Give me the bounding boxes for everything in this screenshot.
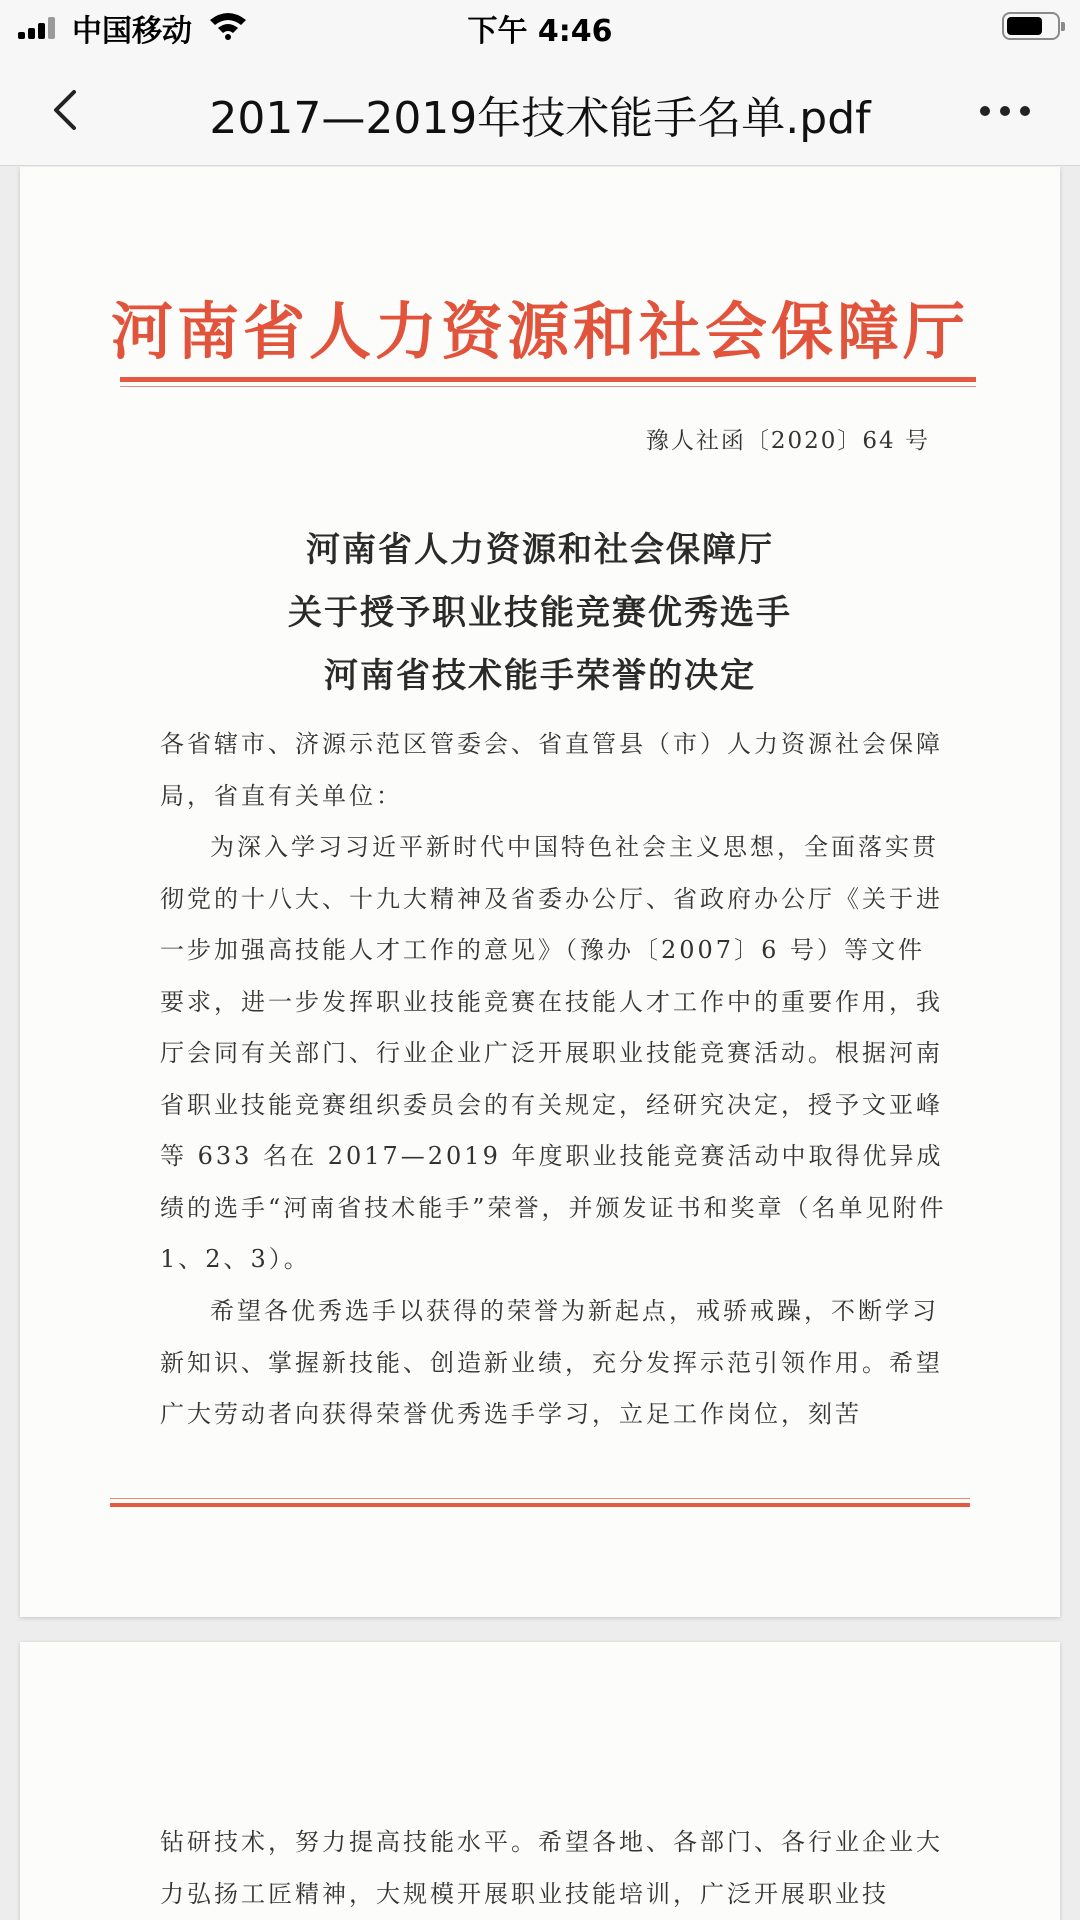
battery-level [1007, 17, 1042, 35]
page-title: 2017—2019年技术能手名单.pdf [209, 93, 871, 144]
letterhead-rule-thin [120, 386, 976, 387]
footer-rule-thin [110, 1498, 970, 1499]
addressee-paragraph: 各省辖市、济源示范区管委会、省直管县（市）人力资源社会保障局，省直有关单位： [160, 730, 943, 810]
pdf-page-2 [20, 1642, 1060, 1920]
footer-rule [110, 1503, 970, 1507]
battery-icon [1002, 12, 1060, 40]
status-time: 下午 4:46 [467, 14, 613, 49]
body-paragraph: 钻研技术，努力提高技能水平。希望各地、各部门、各行业企业大力弘扬工匠精神，大规模开展职业技能培训，广泛开展职业技 [160, 1828, 943, 1908]
chevron-left-icon[interactable] [40, 80, 100, 140]
document-title-line: 河南省技术能手荣誉的决定 [324, 656, 756, 696]
navigation-bar [0, 52, 1080, 166]
carrier-name: 中国移动 [72, 14, 192, 49]
letterhead-rule [120, 377, 976, 382]
pdf-page-1 [20, 167, 1060, 1617]
document-number: 豫人社函〔2020〕64 号 [645, 428, 930, 454]
letterhead: 河南省人力资源和社会保障厅 [110, 295, 969, 368]
pdf-viewer[interactable] [0, 167, 1080, 1920]
document-title-line: 河南省人力资源和社会保障厅 [306, 530, 774, 570]
ellipsis-icon[interactable] [970, 86, 1040, 136]
body-paragraph: 希望各优秀选手以获得的荣誉为新起点，戒骄戒躁，不断学习新知识、掌握新技能、创造新业绩，充分发挥示范引领作用。希望广大劳动者向获得荣誉优秀选手学习，立足工作岗位，刻苦 [160, 1297, 943, 1428]
status-bar [0, 0, 1080, 52]
document-title-line: 关于授予职业技能竞赛优秀选手 [288, 593, 792, 633]
body-paragraph: 为深入学习习近平新时代中国特色社会主义思想，全面落实贯彻党的十八大、十九大精神及省委办公厅、省政府办公厅《关于进一步加强高技能人才工作的意见》（豫办〔2007〕6 号）等文件要求，进一步发挥职业技能竞赛在技能人才工作中的重要作用，我厅会同有关部门、行业企业广泛开展职业技能竞赛活动。根据河南省职业技能竞赛组织委员会的有关规定，经研究决定，授予文亚峰等 633 名在 2017—2019 年度职业技能竞赛活动中取得优异成绩的选手“河南省技术能手”荣誉，并颁发证书和奖章（名单见附件 1、2、3）。 [160, 833, 947, 1273]
